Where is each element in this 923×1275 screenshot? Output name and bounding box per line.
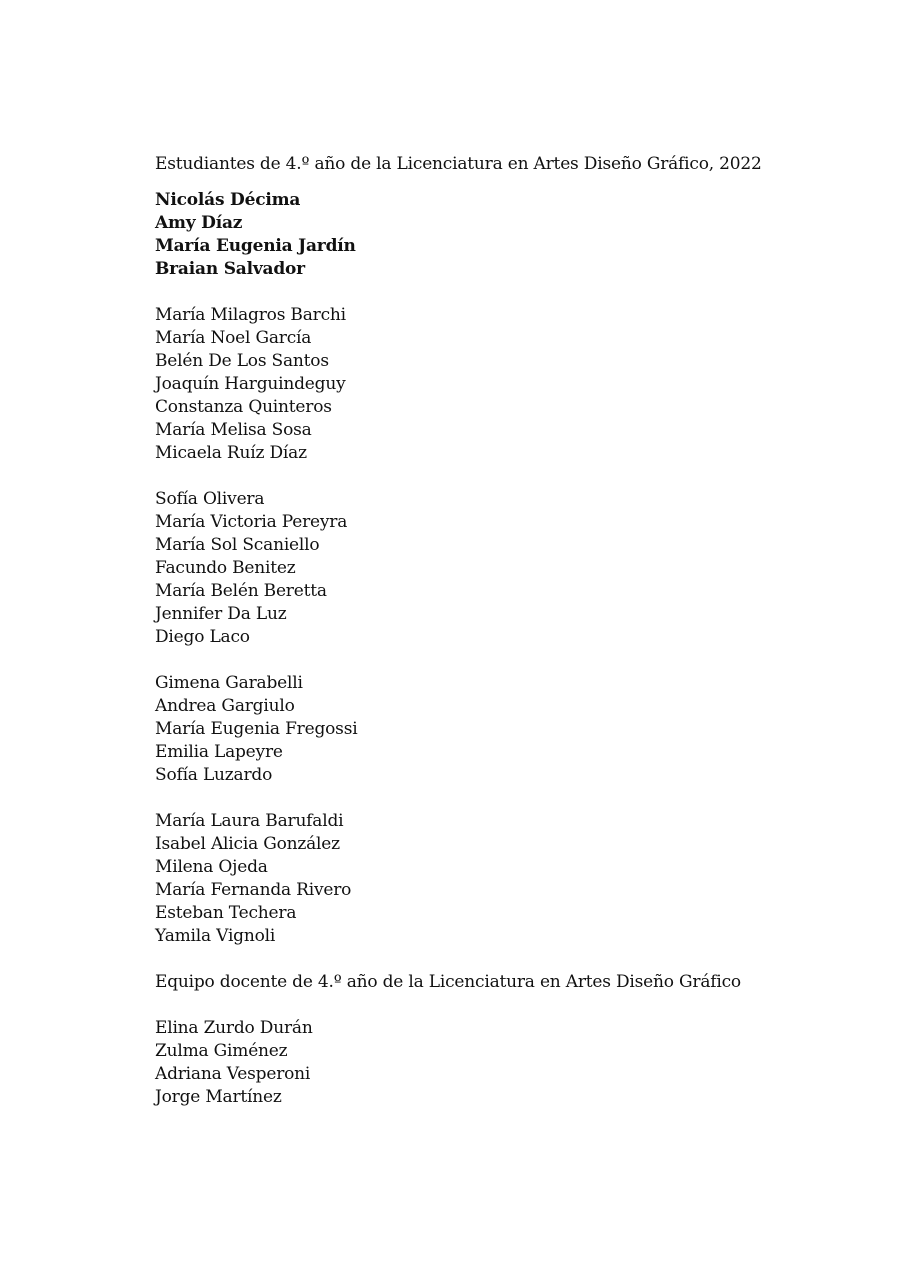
student-name: María Eugenia Jardín (155, 236, 356, 256)
student-name: Nicolás Décima (155, 190, 301, 210)
team-heading: Equipo docente de 4.º año de la Licenciatura en Artes Diseño Gráfico (155, 972, 741, 992)
student-name: María Belén Beretta (155, 581, 327, 601)
student-name: María Milagros Barchi (155, 305, 346, 325)
student-name: Diego Laco (155, 627, 250, 647)
student-name: Joaquín Harguindeguy (155, 374, 346, 394)
student-group-3 (155, 488, 855, 649)
team-member-name: Elina Zurdo Durán (155, 1018, 313, 1038)
student-group-4 (155, 672, 855, 787)
student-name: Micaela Ruíz Díaz (155, 443, 307, 463)
student-name: Emilia Lapeyre (155, 742, 283, 762)
student-group-1 (155, 189, 855, 281)
student-name: Belén De Los Santos (155, 351, 329, 371)
student-group-2 (155, 304, 855, 465)
student-name: Braian Salvador (155, 259, 305, 279)
student-name: Isabel Alicia González (155, 834, 340, 854)
team-group (155, 1017, 855, 1109)
student-name: Facundo Benitez (155, 558, 296, 578)
document-page (155, 153, 855, 1132)
student-name: María Victoria Pereyra (155, 512, 348, 532)
student-name: Amy Díaz (155, 213, 243, 233)
student-name: Jennifer Da Luz (155, 604, 287, 624)
student-name: Sofía Olivera (155, 489, 265, 509)
student-name: Sofía Luzardo (155, 765, 273, 785)
student-name: Constanza Quinteros (155, 397, 332, 417)
student-name: Esteban Techera (155, 903, 297, 923)
student-name: María Melisa Sosa (155, 420, 312, 440)
student-name: Yamila Vignoli (155, 926, 276, 946)
student-name: María Eugenia Fregossi (155, 719, 358, 739)
student-name: María Fernanda Rivero (155, 880, 352, 900)
team-member-name: Jorge Martínez (155, 1087, 282, 1107)
student-name: Milena Ojeda (155, 857, 268, 877)
team-member-name: Adriana Vesperoni (155, 1064, 311, 1084)
student-name: María Sol Scaniello (155, 535, 320, 555)
student-name: María Laura Barufaldi (155, 811, 344, 831)
students-heading: Estudiantes de 4.º año de la Licenciatura en Artes Diseño Gráfico, 2022 (155, 154, 762, 174)
student-name: Gimena Garabelli (155, 673, 303, 693)
student-name: Andrea Gargiulo (155, 696, 295, 716)
student-group-5 (155, 810, 855, 948)
team-member-name: Zulma Giménez (155, 1041, 288, 1061)
student-name: María Noel García (155, 328, 312, 348)
